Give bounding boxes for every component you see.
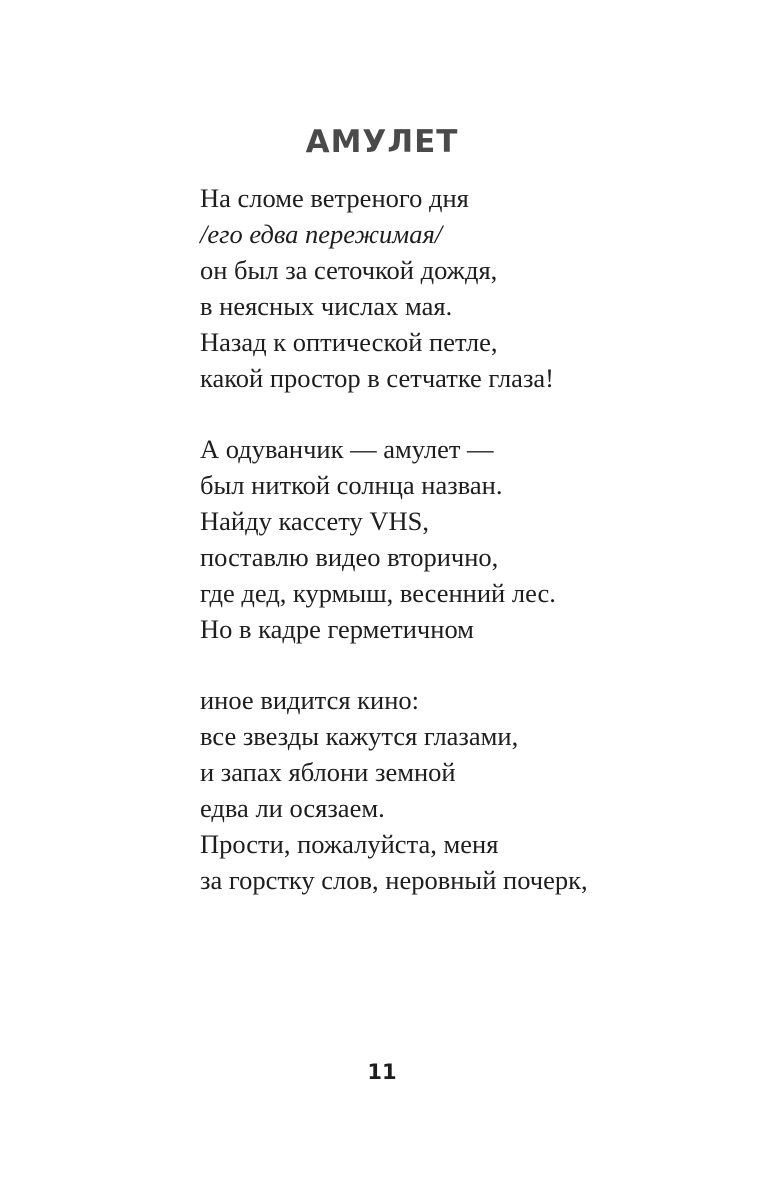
poem-line: Но в кадре герметичном [200,614,474,644]
poem-line: все звезды кажутся глазами, [200,721,519,751]
poem-line-italic: /его едва пережимая/ [200,219,443,249]
poem-line: и запах яблони земной [200,757,456,787]
poem-line: едва ли осязаем. [200,793,385,823]
stanza-3 [200,682,720,898]
poem-line: где дед, курмыш, весенний лес. [200,578,556,608]
poem-line: иное видится кино: [200,685,420,715]
poem-line: был ниткой солнца назван. [200,470,503,500]
poem-body [200,180,720,933]
poem-title: АМУЛЕТ [305,124,459,160]
poem-line: он был за сеточкой дождя, [200,255,498,285]
poem-line: какой простор в сетчатке глаза! [200,363,554,393]
stanza-1 [200,180,720,396]
page-number: 11 [367,1060,397,1084]
poem-line: Назад к оптической петле, [200,327,498,357]
poem-line: На сломе ветреного дня [200,183,469,213]
poem-line: Найду кассету VHS, [200,506,430,536]
poem-line: А одуванчик — амулет — [200,434,494,464]
poem-line: в неясных числах мая. [200,291,453,321]
stanza-2 [200,431,720,647]
poem-line: Прости, пожалуйста, меня [200,829,499,859]
poem-line: поставлю видео вторично, [200,542,499,572]
poem-line: за горстку слов, неровный почерк, [200,865,588,895]
